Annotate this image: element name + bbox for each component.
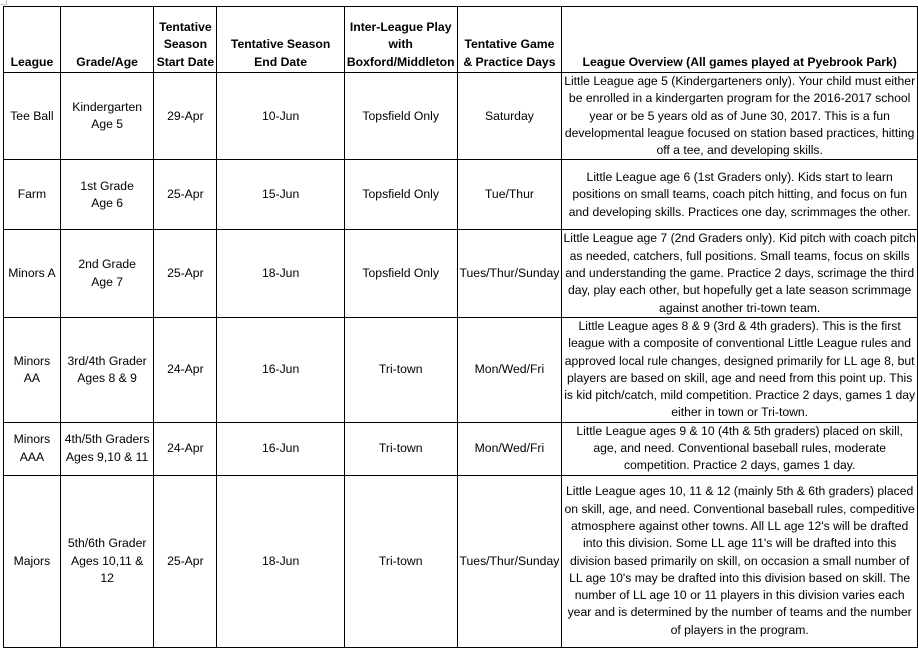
cell-league: Tee Ball: [4, 73, 61, 160]
table-row: [4, 317, 918, 422]
cell-inter-league: Tri-town: [344, 317, 457, 422]
cell-start-date: 25-Apr: [154, 230, 217, 317]
cell-grade: [60, 160, 154, 230]
cell-grade: [60, 475, 154, 647]
table-row: [4, 422, 918, 475]
cell-grade-line: 4th/5th Graders: [64, 432, 150, 447]
cell-grade: [60, 73, 154, 160]
header-league: League: [4, 7, 61, 73]
cell-end-date: 16-Jun: [217, 422, 345, 475]
cell-league: Majors: [4, 475, 61, 647]
cell-grade-line: 2nd Grade: [78, 257, 136, 272]
cell-league: Minors AAA: [4, 422, 61, 475]
cell-inter-league: Tri-town: [344, 422, 457, 475]
cell-end-date: 15-Jun: [217, 160, 345, 230]
cell-inter-league: Topsfield Only: [344, 73, 457, 160]
cell-game-days: Mon/Wed/Fri: [457, 317, 562, 422]
select-all-corner: [0, 0, 7, 5]
cell-overview: Little League age 7 (2nd Graders only). Kid pitch with coach pitch as needed, catchers, full positions. Small teams, focus on skills and understanding the game. Practice 2 days, scrimage the third day, play each other, but hopefully get a late season scrimmage against another tri-town team.: [562, 230, 918, 317]
cell-start-date: 24-Apr: [154, 422, 217, 475]
cell-start-date: 29-Apr: [154, 73, 217, 160]
header-grade-age: Grade/Age: [60, 7, 154, 73]
cell-overview: Little League age 6 (1st Graders only). Kids start to learn positions on small teams, coach pitch hitting, and focus on fun and developing skills. Practices one day, scrimmages the other.: [562, 160, 918, 230]
league-table: [3, 6, 918, 648]
cell-grade: [60, 317, 154, 422]
cell-end-date: 18-Jun: [217, 230, 345, 317]
cell-grade-line: 5th/6th Grader: [67, 536, 147, 551]
cell-age-line: Ages 8 & 9: [77, 370, 137, 385]
cell-league: Minors A: [4, 230, 61, 317]
cell-end-date: 16-Jun: [217, 317, 345, 422]
cell-overview: Little League ages 10, 11 & 12 (mainly 5th & 6th graders) placed on skill, age, and need. Conventional baseball rules, compeditive atmosphere against other towns. All LL age 12's will be drafted into this division. Some LL age 11's will be drafted into this division based primarily on skill, on occasion a small number of LL age 10's may be drafted into this division based on skill. The number of LL age 10 or 11 players in this division varies each year and is determined by the number of teams and the number of players in the program.: [562, 475, 918, 647]
cell-game-days: Mon/Wed/Fri: [457, 422, 562, 475]
cell-league: Minors AA: [4, 317, 61, 422]
cell-age-line: Age 6: [91, 195, 124, 210]
cell-inter-league: Topsfield Only: [344, 230, 457, 317]
cell-end-date: 10-Jun: [217, 73, 345, 160]
header-start-date: Tentative Season Start Date: [154, 7, 217, 73]
cell-start-date: 24-Apr: [154, 317, 217, 422]
table-row: [4, 230, 918, 317]
cell-game-days: Tues/Thur/Sunday: [457, 475, 562, 647]
cell-end-date: 18-Jun: [217, 475, 345, 647]
cell-grade-line: Kindergarten: [72, 99, 143, 114]
cell-game-days: Saturday: [457, 73, 562, 160]
cell-age-line: Ages 9,10 & 11: [65, 449, 149, 464]
cell-overview: Little League ages 8 & 9 (3rd & 4th graders). This is the first league with a composite of conventional Little League rules and approved local rule changes, designed primarily for LL age 8, but players are based on skill, age and need from this point up. This is kid pitch/catch, mild competition. Practice 2 days, games 1 day either in town or Tri-town.: [562, 317, 918, 422]
header-row: [4, 7, 918, 73]
table-row: [4, 475, 918, 647]
header-game-days: Tentative Game & Practice Days: [457, 7, 562, 73]
cell-overview: Little League age 5 (Kindergarteners only). Your child must either be enrolled in a kindergarten program for the 2016-2017 school year or be 5 years old as of June 30, 2017. This is a fun developmental league focused on station based practices, hitting off a tee, and developing skills.: [562, 73, 918, 160]
cell-age-line: Age 5: [91, 117, 124, 132]
cell-grade-line: 1st Grade: [80, 178, 134, 193]
cell-age-line: Age 7: [91, 274, 124, 289]
table-row: [4, 160, 918, 230]
cell-grade: [60, 422, 154, 475]
table-row: [4, 73, 918, 160]
header-inter-league: Inter-League Play with Boxford/Middleton: [344, 7, 457, 73]
cell-league: Farm: [4, 160, 61, 230]
cell-grade: [60, 230, 154, 317]
header-overview: League Overview (All games played at Pyebrook Park): [562, 7, 918, 73]
cell-overview: Little League ages 9 & 10 (4th & 5th graders) placed on skill, age, and need. Conventional baseball rules, moderate competition. Practice 2 days, games 1 day.: [562, 422, 918, 475]
cell-age-line: Ages 10,11 & 12: [70, 553, 144, 585]
header-end-date: Tentative Season End Date: [217, 7, 345, 73]
cell-inter-league: Topsfield Only: [344, 160, 457, 230]
cell-grade-line: 3rd/4th Grader: [67, 353, 147, 368]
cell-start-date: 25-Apr: [154, 475, 217, 647]
cell-game-days: Tue/Thur: [457, 160, 562, 230]
cell-start-date: 25-Apr: [154, 160, 217, 230]
cell-inter-league: Tri-town: [344, 475, 457, 647]
cell-game-days: Tues/Thur/Sunday: [457, 230, 562, 317]
